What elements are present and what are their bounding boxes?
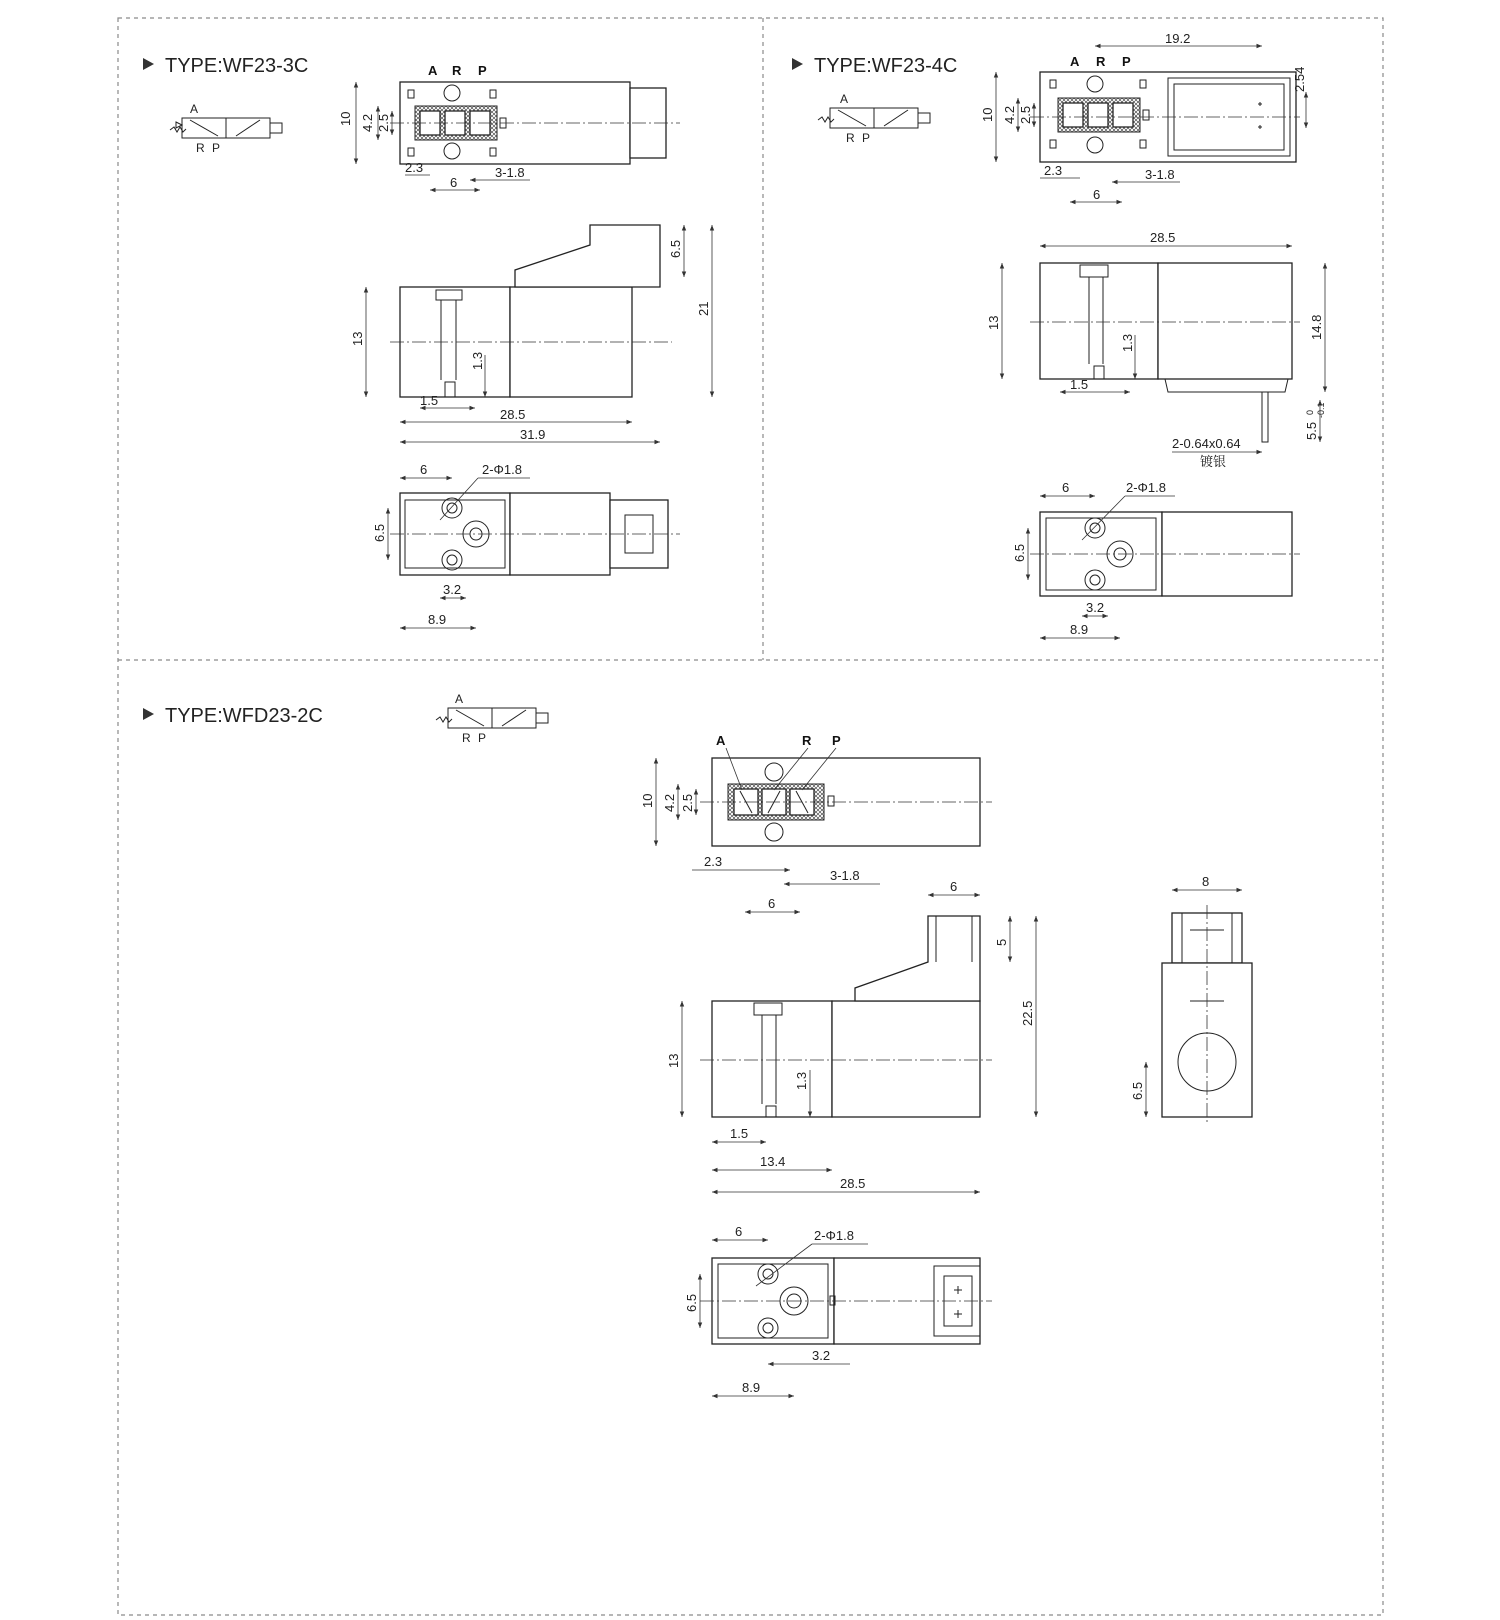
- section-wf23-3c: [143, 55, 712, 628]
- dim-top-e: 6: [450, 175, 458, 190]
- dim-side-c: 1.3: [470, 351, 485, 370]
- dim-side-tab: 6.5: [668, 239, 683, 258]
- dim-top-b: 2.5: [680, 793, 695, 812]
- port-label-r: R: [452, 63, 462, 78]
- section-title: TYPE:WF23-4C: [814, 55, 958, 77]
- top-view: [640, 733, 992, 912]
- symbol-port-a: A: [190, 102, 199, 116]
- dim-bot-b: 6.5: [1012, 543, 1027, 562]
- dim-top-e: 6: [768, 896, 776, 911]
- dim-side-h: 13: [666, 1053, 681, 1068]
- port-label-p: P: [1122, 54, 1131, 69]
- section-title: TYPE:WF23-3C: [165, 55, 309, 77]
- dim-side-total: 22.5: [1020, 1000, 1035, 1026]
- dim-top-b: 2.5: [376, 113, 391, 132]
- port-label-a: A: [716, 733, 726, 748]
- dim-pin-note: 镀银: [1200, 454, 1227, 469]
- symbol-port-p: P: [478, 731, 487, 745]
- symbol-port-r: R: [196, 141, 205, 155]
- dim-top-h: 10: [338, 111, 353, 126]
- top-view: [980, 31, 1307, 202]
- dim-bot-c: 3.2: [1086, 600, 1105, 615]
- dim-bot-hole: 2-Φ1.8: [1126, 480, 1167, 495]
- port-label-a: A: [428, 63, 438, 78]
- dim-bot-c: 3.2: [443, 582, 462, 597]
- bottom-view: [1012, 480, 1300, 638]
- dim-pin-tol-up: 0: [1305, 409, 1315, 415]
- symbol-port-r: R: [462, 731, 471, 745]
- dim-bot-a: 6: [735, 1224, 743, 1239]
- dim-side-len: 28.5: [500, 407, 526, 422]
- valve-symbol: [436, 692, 548, 745]
- bottom-view: [684, 1224, 992, 1396]
- dim-pin-len: 5.5: [1304, 421, 1319, 440]
- bottom-view: [372, 462, 680, 628]
- dim-end-h: 6.5: [1130, 1081, 1145, 1100]
- dim-top-c: 2.3: [704, 854, 723, 869]
- dim-end-w: 8: [1202, 874, 1210, 889]
- section-wf23-4c: [792, 31, 1326, 638]
- dim-side-h: 13: [350, 331, 365, 346]
- side-view: [350, 225, 712, 442]
- dim-side-len: 28.5: [1150, 230, 1176, 245]
- port-label-r: R: [802, 733, 812, 748]
- dim-bot-hole: 2-Φ1.8: [814, 1228, 855, 1243]
- dim-top-w: 19.2: [1165, 31, 1191, 46]
- dim-bot-b: 6.5: [372, 523, 387, 542]
- dim-side-d: 1.5: [420, 393, 439, 408]
- port-label-r: R: [1096, 54, 1106, 69]
- symbol-port-a: A: [840, 92, 849, 106]
- dim-pin-tol-dn: -0.1: [1316, 402, 1326, 418]
- valve-symbol: [818, 92, 930, 145]
- dim-pin-spec: 2-0.64x0.64: [1172, 436, 1241, 451]
- dim-top-h: 10: [640, 793, 655, 808]
- valve-symbol: [170, 102, 282, 155]
- dim-top-d: 3-1.8: [495, 165, 525, 180]
- dim-top-d: 3-1.8: [830, 868, 860, 883]
- dim-side-c: 1.3: [1120, 333, 1135, 352]
- dim-side-d: 1.5: [730, 1126, 749, 1141]
- dim-tab-h: 5: [994, 938, 1009, 946]
- dim-bot-b: 6.5: [684, 1293, 699, 1312]
- title-bullet-icon: [792, 58, 803, 70]
- dim-top-d: 3-1.8: [1145, 167, 1175, 182]
- dim-side-len2: 31.9: [520, 427, 546, 442]
- dim-top-a: 4.2: [662, 793, 677, 812]
- title-bullet-icon: [143, 708, 154, 720]
- dim-bot-a: 6: [1062, 480, 1070, 495]
- dim-bot-d: 8.9: [428, 612, 447, 627]
- section-wfd23-2c: [143, 692, 1252, 1396]
- dim-top-a: 4.2: [1002, 105, 1017, 124]
- dim-top-e: 6: [1093, 187, 1101, 202]
- dim-bot-hole: 2-Φ1.8: [482, 462, 523, 477]
- dim-top-r: 2.54: [1292, 66, 1307, 92]
- dim-bot-a: 6: [420, 462, 428, 477]
- port-label-a: A: [1070, 54, 1080, 69]
- dim-side-h: 13: [986, 315, 1001, 330]
- dim-bot-d: 8.9: [742, 1380, 761, 1395]
- end-view: [1130, 874, 1252, 1125]
- dim-side-total: 14.8: [1309, 314, 1324, 340]
- symbol-port-p: P: [212, 141, 221, 155]
- side-view: [986, 230, 1326, 469]
- symbol-port-r: R: [846, 131, 855, 145]
- top-view: [338, 63, 680, 190]
- dim-side-total: 21: [696, 301, 711, 316]
- dim-top-c: 2.3: [405, 160, 424, 175]
- dim-side-mid: 13.4: [760, 1154, 786, 1169]
- port-label-p: P: [478, 63, 487, 78]
- dim-bot-d: 8.9: [1070, 622, 1089, 637]
- symbol-port-p: P: [862, 131, 871, 145]
- dim-side-d: 1.5: [1070, 377, 1089, 392]
- side-view: [666, 879, 1036, 1192]
- dim-top-c: 2.3: [1044, 163, 1063, 178]
- dim-top-a: 4.2: [360, 113, 375, 132]
- title-bullet-icon: [143, 58, 154, 70]
- dim-side-len: 28.5: [840, 1176, 866, 1191]
- dim-top-b: 2.5: [1018, 105, 1033, 124]
- dim-tab-w: 6: [950, 879, 958, 894]
- dim-side-c: 1.3: [794, 1071, 809, 1090]
- port-label-p: P: [832, 733, 841, 748]
- section-title: TYPE:WFD23-2C: [165, 705, 323, 727]
- symbol-port-a: A: [455, 692, 464, 706]
- dim-top-h: 10: [980, 107, 995, 122]
- dim-bot-c: 3.2: [812, 1348, 831, 1363]
